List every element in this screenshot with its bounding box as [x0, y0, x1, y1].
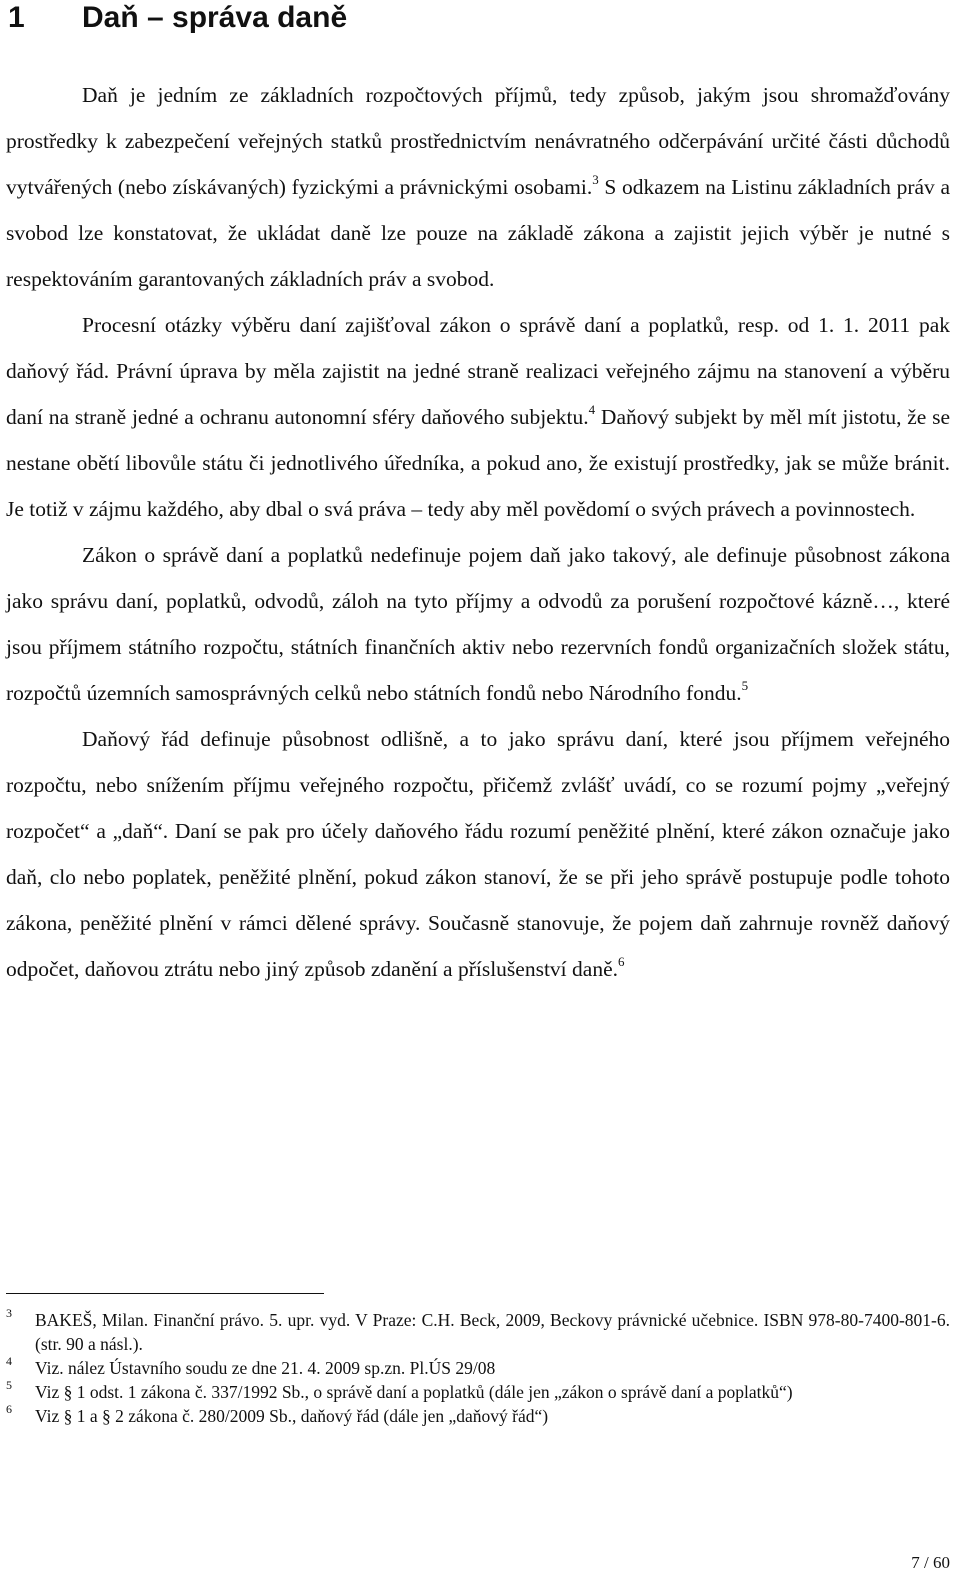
footnote [6, 1380, 950, 1404]
footnotes [6, 1308, 950, 1428]
footnote-reference: 3 [592, 172, 599, 187]
paragraph [6, 72, 950, 302]
footnote-reference: 6 [618, 954, 625, 969]
footnote-number: 3 [6, 1306, 12, 1320]
paragraph-text: Daňový subjekt by měl mít jistotu, že se nestane obětí libovůle státu či jednotlivého úředníka, a pokud ano, že existují prostředky, jak se může bránit. Je totiž v zájmu každého, aby dbal o svá práva – tedy aby měl povědomí o svých právech a povinnostech. [6, 405, 951, 521]
chapter-title: Daň – správa daně [82, 1, 348, 34]
footnote-text: BAKEŠ, Milan. Finanční právo. 5. upr. vyd. V Praze: C.H. Beck, 2009, Beckovy právnické učebnice. ISBN 978-80-7400-801-6. (str. 90 a násl.). [35, 1310, 950, 1354]
footnote-reference: 4 [588, 402, 596, 417]
footnote-text: Viz § 1 a § 2 zákona č. 280/2009 Sb., daňový řád (dále jen „daňový řád“) [35, 1406, 549, 1426]
footnote-text: Viz § 1 odst. 1 zákona č. 337/1992 Sb., o správě daní a poplatků (dále jen „zákon o správě daní a poplatků“) [35, 1382, 793, 1402]
footnote-number: 6 [6, 1402, 12, 1416]
paragraph-text: S odkazem na Listinu základních práv a svobod lze konstatovat, že ukládat daně lze pouze na základě zákona a zajistit jejich výběr je nutné s respektováním garantovaných základních práv a svobod. [6, 175, 950, 291]
footnote-number: 4 [6, 1354, 12, 1368]
paragraph [6, 532, 950, 716]
page-number: 7 / 60 [911, 1553, 950, 1572]
paragraph [6, 302, 950, 532]
chapter-number: 1 [8, 1, 25, 34]
paragraph-text: Daňový řád definuje působnost odlišně, a to jako správu daní, které jsou příjmem veřejného rozpočtu, nebo snížením příjmu veřejného rozpočtu, přičemž zvlášť uvádí, co se rozumí pojmy „veřejný rozpočet“ a „daň“. Daní se pak pro účely daňového řádu rozumí peněžité plnění, které zákon označuje jako daň, clo nebo poplatek, peněžité plnění, pokud zákon stanoví, že se při jeho správě postupuje podle tohoto zákona, peněžité plnění v rámci dělené správy. Současně stanovuje, že pojem daň zahrnuje rovněž daňový odpočet, daňovou ztrátu nebo jiný způsob zdanění a příslušenství daně. [6, 727, 950, 981]
footnote [6, 1356, 950, 1380]
paragraph-text: Procesní otázky výběru daní zajišťoval zákon o správě daní a poplatků, resp. od 1. 1. 2011 pak daňový řád. Právní úprava by měla zajistit na jedné straně realizaci veřejného zájmu na stanovení a výběru daní na straně jedné a ochranu autonomní sféry daňového subjektu. [6, 313, 950, 429]
paragraph-text: Daň je jedním ze základních rozpočtových příjmů, tedy způsob, jakým jsou shromažďovány prostředky k zabezpečení veřejných statků prostřednictvím nenávratného odčerpávání určité části důchodů vytvářených (nebo získávaných) fyzickými a právnickými osobami. [6, 83, 950, 199]
footnote [6, 1404, 950, 1428]
footnote [6, 1308, 950, 1356]
footnote-text: Viz. nález Ústavního soudu ze dne 21. 4. 2009 sp.zn. Pl.ÚS 29/08 [35, 1358, 496, 1378]
footnote-reference: 5 [741, 678, 749, 693]
paragraph [6, 716, 950, 992]
chapter-heading [8, 0, 347, 36]
paragraph-text: Zákon o správě daní a poplatků nedefinuje pojem daň jako takový, ale definuje působnost zákona jako správu daní, poplatků, odvodů, záloh na tyto příjmy a odvodů za porušení rozpočtové kázně…, které jsou příjmem státního rozpočtu, státních finančních aktiv nebo rezervních fondů organizačních složek státu, rozpočtů územních samosprávných celků nebo státních fondů nebo Národního fondu. [6, 543, 950, 705]
footnote-number: 5 [6, 1378, 12, 1392]
footnote-separator [6, 1293, 324, 1294]
body-text [6, 72, 950, 992]
